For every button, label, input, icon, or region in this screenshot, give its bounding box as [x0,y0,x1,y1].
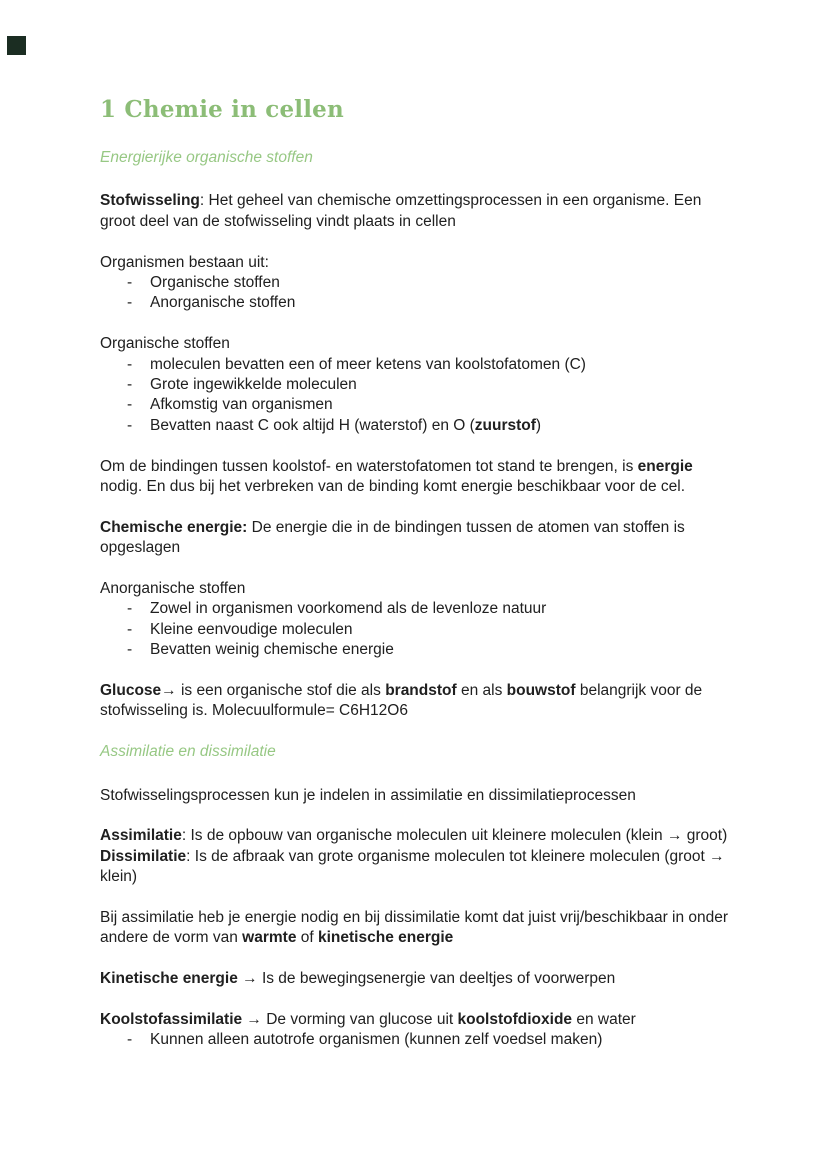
paragraph [100,518,732,559]
paragraph [100,457,732,498]
text-run: en als [456,682,507,700]
text-run: 1 Chemie in cellen [100,96,344,123]
section-heading [100,148,732,168]
text-run: : Het geheel van chemische omzettingsprocessen in een organisme. Een groot deel van de stofwisseling vindt plaats in cellen [100,192,702,230]
text-run: Bij assimilatie heb je energie nodig en bij dissimilatie komt dat juist vrij/beschikbaar in onder andere de vorm van [100,909,729,947]
text-run: : Is de opbouw van organische moleculen uit kleinere moleculen (klein → groot) [181,827,728,845]
bullet-item [100,395,732,415]
bullet-text [150,640,732,660]
bullet-dash-marker: - [127,600,133,618]
text-run: Stofwisselingsprocessen kun je indelen in assimilatie en dissimilatieprocessen [100,786,636,804]
text-run: : Is de afbraak van grote organisme moleculen tot kleinere moleculen (groot → klein) [100,847,725,886]
text-run: nodig. En dus bij het verbreken van de binding komt energie beschikbaar voor de cel. [100,478,686,496]
bullet-list [100,273,732,314]
text-run: → De vorming van glucose uit [242,1011,458,1029]
bullet-text [150,416,732,436]
bullet-item [100,273,732,293]
page-corner-mark [7,36,26,55]
bullet-dash-marker: - [127,416,133,434]
text-run: Bevatten naast C ook altijd H (waterstof) en O ( [150,416,475,434]
text-run: → Is de bewegingsenergie van deeltjes of voorwerpen [237,970,616,988]
bullet-dash-marker: - [127,376,133,394]
paragraph [100,579,732,599]
bold-text-run: energie [637,457,693,475]
bullet-text [150,355,732,375]
text-run: moleculen bevatten een of meer ketens van koolstofatomen (C) [150,355,586,373]
text-run: Organische stoffen [150,274,280,292]
bullet-text [150,395,732,415]
text-run: Om de bindingen tussen koolstof- en waterstofatomen tot stand te brengen, is [100,457,638,475]
bold-text-run: Koolstofassimilatie [100,1011,243,1029]
bold-text-run: Chemische energie: [100,518,248,536]
paragraph [100,334,732,354]
bold-text-run: warmte [242,929,297,947]
bullet-item [100,375,732,395]
bullet-list [100,355,732,437]
bold-text-run: Glucose [100,682,162,700]
bullet-text [150,1030,732,1050]
bullet-dash-marker: - [127,641,133,659]
text-run: Anorganische stoffen [100,580,246,598]
bold-text-run: bouwstof [506,682,576,700]
text-run: De energie die in de bindingen tussen de atomen van stoffen is opgeslagen [100,518,685,557]
bullet-dash-marker: - [127,355,133,373]
bullet-dash-marker: - [127,294,133,312]
bold-text-run: Kinetische energie [100,970,238,988]
text-run: Afkomstig van organismen [150,396,333,414]
bullet-dash-marker: - [127,1031,133,1049]
bullet-item [100,599,732,619]
bullet-dash-marker: - [127,274,133,292]
text-run: Zowel in organismen voorkomend als de levenloze natuur [150,600,547,618]
text-run: Kunnen alleen autotrofe organismen (kunnen zelf voedsel maken) [150,1031,603,1049]
bullet-item [100,293,732,313]
section-heading [100,742,732,762]
bullet-list [100,1030,732,1050]
bold-text-run: Assimilatie [100,827,182,845]
text-run: Energierijke organische stoffen [100,149,313,166]
text-run: Organismen bestaan uit: [100,253,269,271]
bullet-dash-marker: - [127,620,133,638]
bullet-list [100,599,732,660]
document-title [100,96,732,124]
bullet-text [150,599,732,619]
text-run: ) [535,416,542,434]
text-run: Assimilatie en dissimilatie [100,743,276,761]
text-run: Anorganische stoffen [150,294,296,312]
bold-text-run: koolstofdioxide [457,1011,573,1029]
text-run: Grote ingewikkelde moleculen [150,376,357,394]
bullet-text [150,620,732,640]
paragraph [100,908,732,949]
bullet-item [100,416,732,436]
paragraph [100,1010,732,1030]
bullet-text [150,293,732,313]
text-run: belangrijk voor de stofwisseling is. Molecuulformule= C6H12O6 [100,682,703,720]
bullet-item [100,640,732,660]
bullet-text [150,375,732,395]
text-run: of [296,929,318,947]
paragraph [100,681,732,722]
text-run: en water [572,1011,636,1029]
paragraph [100,253,732,273]
bullet-item [100,355,732,375]
text-run: Bevatten weinig chemische energie [150,641,394,659]
bold-text-run: Dissimilatie [100,847,187,865]
paragraph [100,191,732,232]
bold-text-run: Stofwisseling [100,192,200,210]
bullet-item [100,1030,732,1050]
text-run: Organische stoffen [100,335,230,353]
paragraph [100,786,732,806]
paragraph [100,826,732,887]
bullet-text [150,273,732,293]
bold-text-run: kinetische energie [318,929,454,947]
text-run: → is een organische stof die als [161,682,386,700]
document-content [100,96,732,1071]
paragraph [100,969,732,989]
bold-text-run: brandstof [385,682,457,700]
text-run: Kleine eenvoudige moleculen [150,620,353,638]
bold-text-run: zuurstof [474,416,536,434]
bullet-item [100,620,732,640]
bullet-dash-marker: - [127,396,133,414]
